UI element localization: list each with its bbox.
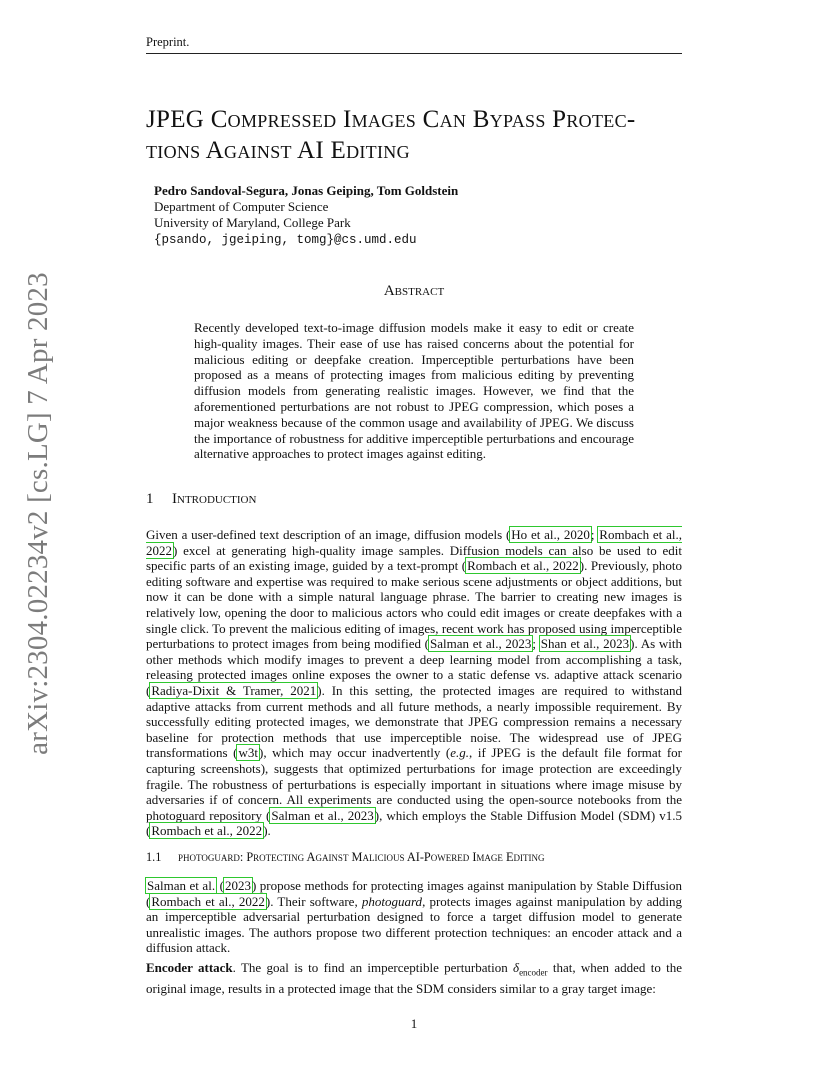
text-span: ; xyxy=(590,527,599,542)
author-block xyxy=(154,183,458,248)
text-span: ). xyxy=(263,823,271,839)
math-subscript: encoder xyxy=(519,967,548,978)
citation-link[interactable]: Shan et al., 2023 xyxy=(540,636,630,652)
paper-title xyxy=(146,104,706,166)
title-line-1: JPEG Compressed Images Can Bypass Protec- xyxy=(146,106,636,133)
emphasis-text: photoguard xyxy=(361,893,423,909)
text-span: ) excel at generating high-quality image samples. Diffusion models can also be used to edit specific parts of an existing image, guided by a text-prompt ( xyxy=(146,542,682,574)
text-span: ). As with other methods which modify images to prevent a deep learning model from accomplishing a task, releasing protected images online exposes the owner to a static defense vs. adaptive attack scenario ( xyxy=(146,636,682,698)
citation-link[interactable]: w3t xyxy=(238,745,258,761)
subsection-heading-photoguard xyxy=(146,850,545,865)
author-email: {psando, jgeiping, tomg}@cs.umd.edu xyxy=(154,232,417,247)
citation-link[interactable]: 2023 xyxy=(224,878,251,893)
title-line-2: tions Against AI Editing xyxy=(146,137,410,164)
text-span: Given a user-defined text description of an image, diffusion models ( xyxy=(146,527,511,542)
text-span: ( xyxy=(216,878,224,893)
subsection-title: photoguard: Protecting Against Malicious AI-Powered Image Editing xyxy=(178,850,545,864)
text-span: ) propose methods for protecting images against manipulation by Stable Diffusion ( xyxy=(146,878,682,909)
author-university: University of Maryland, College Park xyxy=(154,215,351,231)
section-heading-introduction xyxy=(146,491,256,508)
text-span: ). Their software, xyxy=(265,893,362,909)
section-title: Introduction xyxy=(172,491,257,507)
math-delta xyxy=(513,960,548,978)
author-names: Pedro Sandoval-Segura, Jonas Geiping, Tom Goldstein xyxy=(154,183,459,198)
text-span: ). In this setting, the protected images are required to withstand adaptive attacks from current methods and all future methods, a nearly impossible requirement. By successfully editing protected images, we demonstrate that JPEG compression remains a necessary baseline for protection methods that use imperceptible noise. The widespread use of JPEG transformations ( xyxy=(146,682,682,761)
text-span: , if JPEG is the default file format for capturing screenshots), suggests that optimized perturbations for image protection are exceedingly fragile. The robustness of perturbations is especially important in situations where image misuse by adversaries if of concern. All experiments are conducted using the open-source notebooks from the photoguard repository ( xyxy=(146,745,683,823)
abstract-heading: Abstract xyxy=(383,283,445,299)
citation-link[interactable]: Rombach et al., 2022 xyxy=(151,823,263,839)
text-span: ). Previously, photo editing software and expertise was required to make serious scene adjustments or object additions, but now it can be done with a simple natural language phrase. The barrier to creating new images is relatively low, opening the door to malicious actors who could edit images or create deepfakes with a single click. To prevent the malicious editing of images, recent work has proposed using imperceptible perturbations to protect images from being modified ( xyxy=(146,558,683,652)
arxiv-stamp-text: arXiv:2304.02234v2 [cs.LG] 7 Apr 2023 xyxy=(21,271,54,755)
citation-link[interactable]: Rombach et al., 2022 xyxy=(467,558,579,574)
text-span: ), which employs the Stable Diffusion Model (SDM) v1.5 ( xyxy=(146,807,682,839)
citation-link[interactable]: Ho et al., 2020 xyxy=(511,527,590,542)
math-symbol: δ xyxy=(513,960,520,975)
text-span: that, when added to the original image, results in a protected image that the SDM considers similar to a gray target image: xyxy=(146,960,682,997)
text-span: ), which may occur inadvertently ( xyxy=(258,745,451,761)
page-number: 1 xyxy=(410,1016,418,1031)
running-header: Preprint. xyxy=(146,35,682,54)
citation-link[interactable]: Salman et al., 2023 xyxy=(430,636,532,652)
encoder-attack-paragraph xyxy=(146,960,682,997)
subsection-number: 1.1 xyxy=(146,850,162,864)
author-department: Department of Computer Science xyxy=(154,199,329,215)
text-span: , protects images against manipulation by adding an imperceptible adversarial perturbation designed to force a target diffusion model to generate unrealistic images. The authors propose two different protection techniques: an encoder attack and a diffusion attack. xyxy=(146,893,682,956)
citation-link[interactable]: Radiya-Dixit & Tramer, 2021 xyxy=(151,682,317,698)
citation-link[interactable]: Rombach et al., 2022 xyxy=(151,893,265,909)
arxiv-stamp xyxy=(20,271,56,755)
citation-link[interactable]: Salman et al., 2023 xyxy=(271,807,374,823)
citation-link[interactable]: Rombach et al., 2022 xyxy=(146,527,682,558)
section-number: 1 xyxy=(146,491,154,507)
photoguard-paragraph xyxy=(146,878,682,956)
citation-link[interactable]: Salman et al. xyxy=(147,878,216,893)
intro-paragraph xyxy=(146,527,682,839)
abstract-text: Recently developed text-to-image diffusion models make it easy to edit or create high-quality images. Their ease of use has raised concerns about the potential for malicious editing or deepfake creation. Imperceptible perturbations have been proposed as a means of protecting images from malicious editing by preventing diffusion models from generating realistic images. However, we find that the aforementioned perturbations are not robust to JPEG compression, which poses a major weakness because of the common usage and availability of JPEG. We discuss the importance of robustness for additive imperceptible perturbations and encourage alternative approaches to protect images against editing. xyxy=(194,320,634,462)
text-span: . The goal is to find an imperceptible perturbation xyxy=(232,960,514,975)
paragraph-label: Encoder attack xyxy=(146,960,233,975)
emphasis-text: e.g. xyxy=(450,745,470,761)
text-span: ; xyxy=(532,636,540,652)
